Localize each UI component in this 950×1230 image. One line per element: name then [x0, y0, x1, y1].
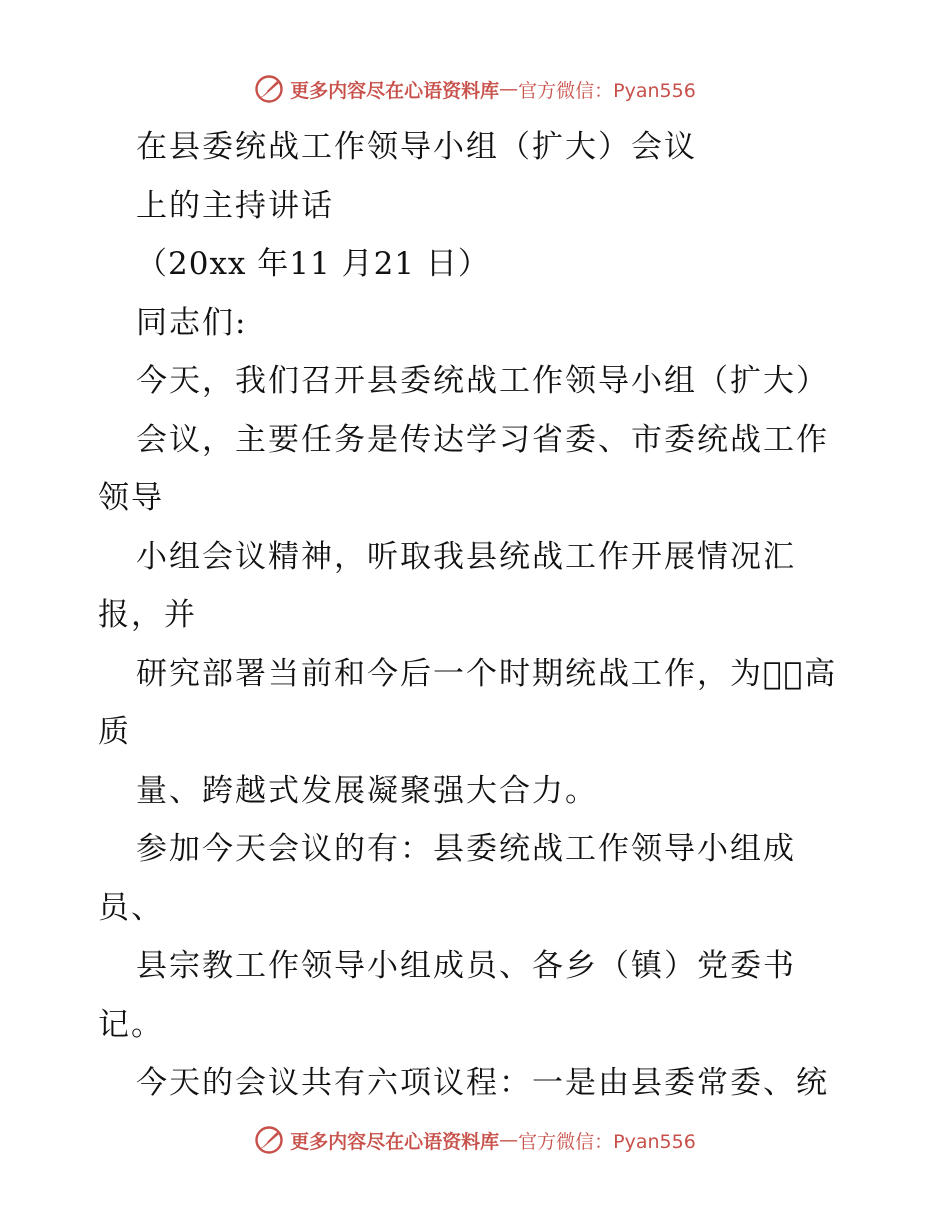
paragraph-line: 记。 [98, 1006, 164, 1043]
feather-pen-circle-icon [254, 1125, 284, 1155]
document-body [98, 118, 858, 1113]
paragraph-line: 今天，我们召开县委统战工作领导小组（扩大） [136, 363, 829, 399]
paragraph-line: 员、 [98, 889, 164, 926]
title-line-2: 上的主持讲话 [136, 187, 334, 224]
banner-wechat-text: 官方微信：Pyan556 [518, 79, 696, 102]
paragraph-line: 参加今天会议的有：县委统战工作领导小组成 [136, 831, 796, 867]
banner-dash: — [499, 78, 519, 100]
banner-wechat-text: 官方微信：Pyan556 [518, 1130, 696, 1153]
header-banner [0, 72, 950, 106]
footer-banner [0, 1123, 950, 1157]
paragraph-line: 今天的会议共有六项议程：一是由县委常委、统 [136, 1065, 829, 1101]
banner-dash: — [499, 1129, 519, 1151]
paragraph-line: 量、跨越式发展凝聚强大合力。 [136, 772, 598, 809]
paragraph-line: 领导 [98, 480, 164, 516]
feather-pen-circle-icon [254, 74, 284, 104]
paragraph-line: 小组会议精神，听取我县统战工作开展情况汇 [136, 538, 796, 575]
paragraph-line: 研究部署当前和今后一个时期统战工作，为￾￾高 [136, 655, 838, 692]
paragraph-line: 会议，主要任务是传达学习省委、市委统战工作 [136, 421, 829, 458]
paragraph-line: 报，并 [98, 597, 197, 633]
banner-lead-text: 更多内容尽在心语资料库 [290, 1130, 500, 1153]
paragraph-line: 县宗教工作领导小组成员、各乡（镇）党委书 [136, 948, 796, 984]
title-line-1: 在县委统战工作领导小组（扩大）会议 [136, 129, 697, 165]
paragraph-line: 质 [98, 714, 131, 750]
salutation: 同志们: [136, 304, 248, 341]
date-line: （20xx 年11 月21 日） [136, 246, 490, 282]
banner-lead-text: 更多内容尽在心语资料库 [290, 79, 500, 102]
